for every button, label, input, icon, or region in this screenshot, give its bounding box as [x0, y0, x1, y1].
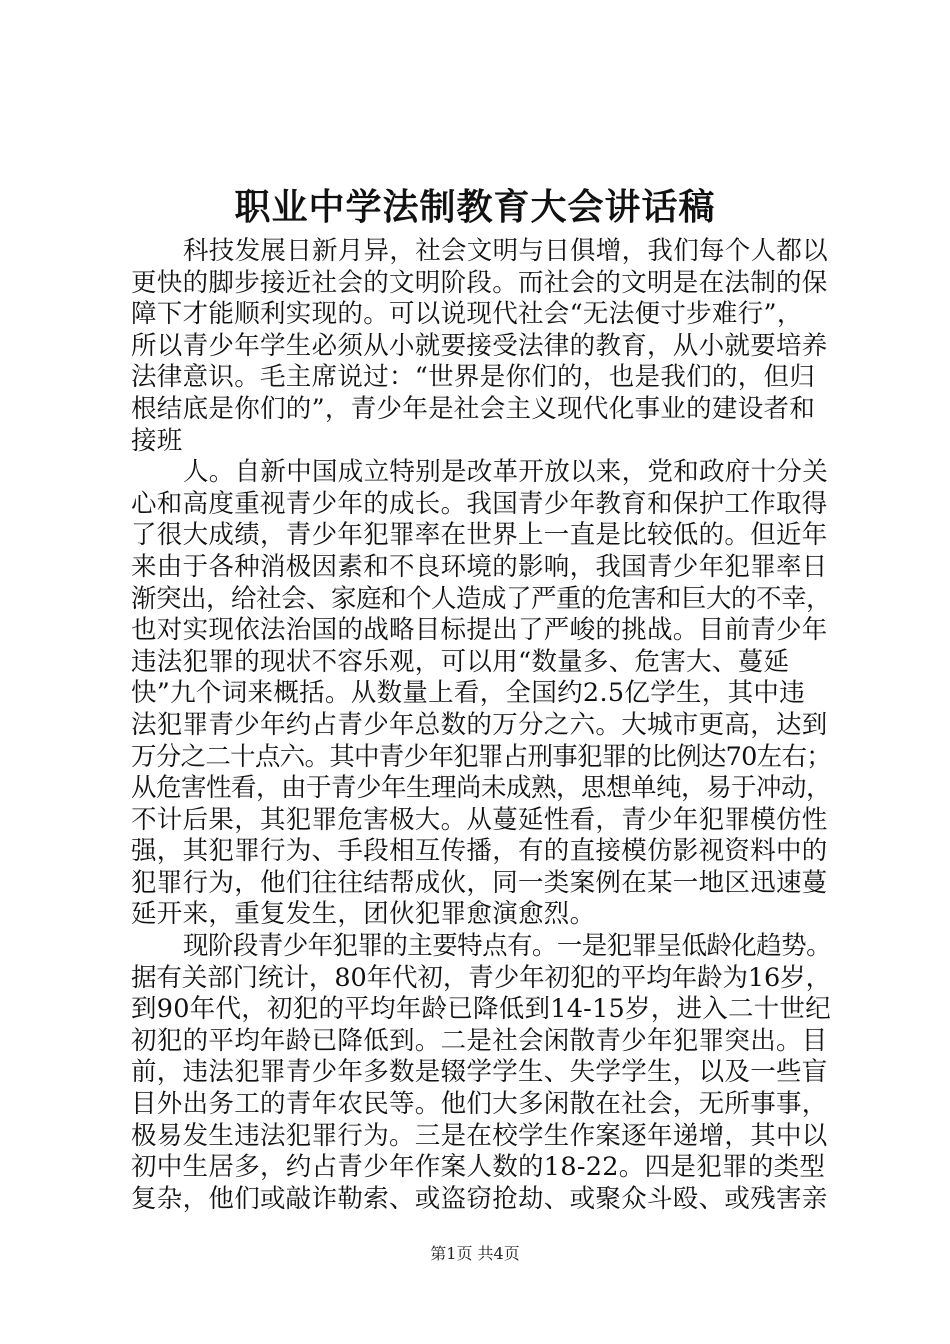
- text-line: 根结底是你们的”，青少年是社会主义现代化事业的建设者和: [131, 393, 816, 424]
- text-line: 犯罪行为，他们往往结帮成伙，同一类案例在某一地区迅速蔓: [131, 867, 828, 898]
- text-line: 强，其犯罪行为、手段相互传播，有的直接模仿影视资料中的: [131, 836, 828, 867]
- text-line: 目外出务工的青年农民等。他们大多闲散在社会，无所事事，: [131, 1089, 828, 1120]
- text-line: 据有关部门统计，80年代初，青少年初犯的平均年龄为16岁，: [131, 962, 831, 993]
- text-line: 违法犯罪的现状不容乐观，可以用“数量多、危害大、蔓延: [131, 646, 790, 677]
- text-line: 法律意识。毛主席说过：“世界是你们的，也是我们的，但归: [131, 362, 816, 393]
- text-line: 到90年代，初犯的平均年龄已降低到14-15岁，进入二十世纪: [131, 994, 831, 1025]
- text-line: 初犯的平均年龄已降低到。二是社会闲散青少年犯罪突出。目: [131, 1025, 828, 1056]
- text-line: 复杂，他们或敲诈勒索、或盗窃抢劫、或聚众斗殴、或残害亲: [131, 1183, 828, 1214]
- text-line: 极易发生违法犯罪行为。三是在校学生作案逐年递增，其中以: [131, 1120, 828, 1151]
- text-line: 延开来，重复发生，团伙犯罪愈演愈烈。: [131, 899, 596, 930]
- text-line: 也对实现依法治国的战略目标提出了严峻的挑战。目前青少年: [131, 615, 828, 646]
- text-line: 接班: [131, 425, 183, 456]
- document-title: 职业中学法制教育大会讲话稿: [234, 187, 716, 228]
- text-line: 渐突出，给社会、家庭和个人造成了严重的危害和巨大的不幸，: [131, 583, 831, 614]
- text-line: 万分之二十点六。其中青少年犯罪占刑事犯罪的比例达70左右；: [131, 741, 831, 772]
- text-line: 人。自新中国成立特别是改革开放以来，党和政府十分关: [183, 457, 829, 488]
- text-line: 前，违法犯罪青少年多数是辍学学生、失学学生，以及一些盲: [131, 1057, 828, 1088]
- text-line: 科技发展日新月异，社会文明与日俱增，我们每个人都以: [183, 236, 829, 266]
- text-line: 现阶段青少年犯罪的主要特点有。一是犯罪呈低龄化趋势。: [183, 931, 831, 962]
- document-body: [131, 236, 831, 1215]
- text-line: 更快的脚步接近社会的文明阶段。而社会的文明是在法制的保: [131, 267, 828, 298]
- text-line: 初中生居多，约占青少年作案人数的18-22。四是犯罪的类型: [131, 1152, 826, 1183]
- text-line: 障下才能顺利实现的。可以说现代社会“无法便寸步难行”，: [131, 299, 803, 330]
- page-footer: 第1页 共4页: [430, 1244, 520, 1263]
- text-line: 法犯罪青少年约占青少年总数的万分之六。大城市更高，达到: [131, 709, 828, 740]
- text-line: 了很大成绩，青少年犯罪率在世界上一直是比较低的。但近年: [131, 520, 828, 551]
- text-line: 所以青少年学生必须从小就要接受法律的教育，从小就要培养: [131, 330, 828, 361]
- text-line: 心和高度重视青少年的成长。我国青少年教育和保护工作取得: [131, 488, 828, 519]
- text-line: 从危害性看，由于青少年生理尚未成熟，思想单纯，易于冲动，: [131, 773, 831, 804]
- text-line: 来由于各种消极因素和不良环境的影响，我国青少年犯罪率日: [131, 551, 828, 582]
- text-line: 快”九个词来概括。从数量上看，全国约2.5亿学生，其中违: [131, 678, 805, 709]
- text-line: 不计后果，其犯罪危害极大。从蔓延性看，青少年犯罪模仿性: [131, 804, 828, 835]
